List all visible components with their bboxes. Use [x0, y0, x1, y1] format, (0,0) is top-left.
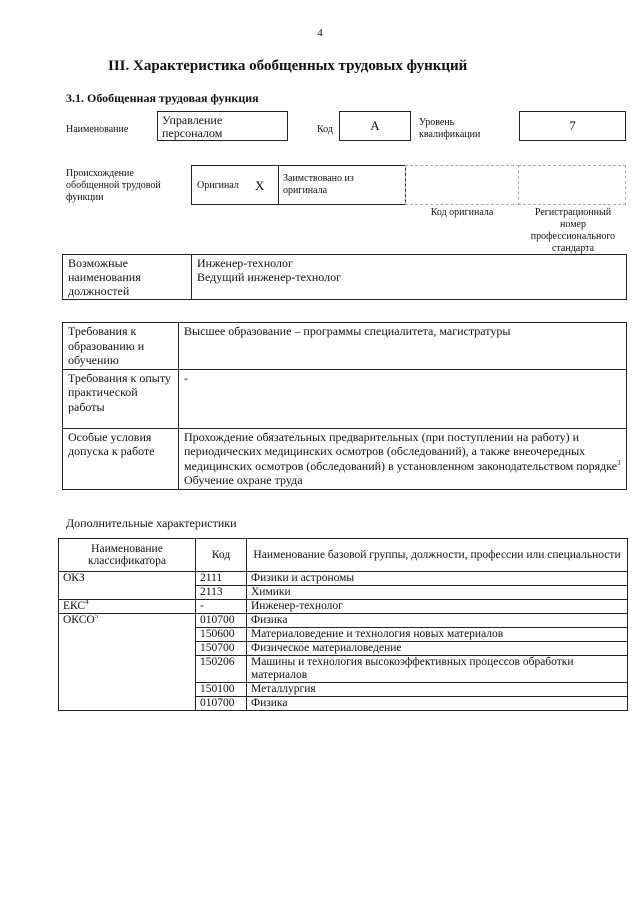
requirements-table	[62, 322, 627, 490]
col-header-code: Код	[196, 539, 247, 572]
title-cell: Материаловедение и технология новых материалов	[247, 628, 628, 642]
title-cell: Машины и технология высокоэффективных процессов обработки материалов	[247, 656, 628, 683]
original-mark: X	[255, 178, 265, 193]
requirement-value: -	[179, 369, 627, 428]
footnote-marker: 5	[94, 612, 99, 621]
code-cell: 150600	[196, 628, 247, 642]
title-cell: Металлургия	[247, 683, 628, 697]
code-label: Код	[317, 124, 333, 135]
classifier-name	[59, 572, 196, 600]
classifiers-header-row	[59, 539, 628, 572]
title-cell: Инженер-технолог	[247, 600, 628, 614]
code-cell: 010700	[196, 614, 247, 628]
name-value-box	[157, 111, 288, 141]
additional-title: Дополнительные характеристики	[66, 516, 237, 530]
original-box	[191, 165, 279, 205]
title-cell: Физическое материаловедение	[247, 642, 628, 656]
section-title: III. Характеристика обобщенных трудовых функций	[108, 58, 468, 74]
classifier-name	[59, 600, 196, 614]
code-cell: -	[196, 600, 247, 614]
requirement-row	[63, 323, 627, 370]
footnote-marker: 4	[85, 598, 89, 607]
classifier-name-text: ОКСО	[63, 614, 95, 626]
title-cell: Физики и астрономы	[247, 572, 628, 586]
requirement-label: Требования к опыту практической работы	[63, 369, 179, 428]
name-label: Наименование	[66, 124, 129, 135]
borrowed-box	[278, 165, 406, 205]
positions-table	[62, 254, 627, 300]
code-cell: 150206	[196, 656, 247, 683]
footnote-marker: 3	[617, 458, 621, 467]
classifiers-table	[58, 538, 628, 711]
subsection-title: 3.1. Обобщенная трудовая функция	[66, 91, 259, 105]
title-cell: Физика	[247, 614, 628, 628]
code-cell: 2113	[196, 586, 247, 600]
requirement-value: Прохождение обязательных предварительных (при поступлении на работу) и периодических медицинских осмотров (обследований), а также внеочередных медицинских осмотров (обследований) в установленном законодательством порядке	[184, 429, 618, 473]
requirement-label: Особые условия допуска к работе	[63, 428, 179, 489]
page-number: 4	[317, 27, 323, 39]
table-row	[59, 600, 628, 614]
borrowed-label: Заимствовано из оригинала	[283, 173, 354, 196]
origin-label: Происхождение обобщенной трудовой функции	[66, 168, 161, 203]
positions-values	[192, 255, 627, 300]
requirement-value: Высшее образование – программы специалитета, магистратуры	[179, 323, 627, 370]
position-item: Ведущий инженер-технолог	[197, 270, 341, 284]
code-original-box	[405, 165, 519, 205]
positions-row	[63, 255, 627, 300]
position-item: Инженер-технолог	[197, 256, 293, 270]
name-value: Управление персоналом	[162, 113, 223, 140]
title-cell: Физика	[247, 697, 628, 711]
col-header-classifier: Наименование классификатора	[59, 539, 196, 572]
code-cell: 010700	[196, 697, 247, 711]
code-cell: 150700	[196, 642, 247, 656]
reg-number-caption: Регистрационный номер профессионального стандарта	[530, 207, 616, 254]
original-label: Оригинал	[197, 180, 239, 191]
positions-label: Возможные наименования должностей	[63, 255, 192, 300]
level-label: Уровень квалификации	[419, 117, 481, 140]
requirement-value-2: Обучение охране труда	[184, 473, 303, 487]
level-value: 7	[519, 111, 626, 141]
table-row	[59, 614, 628, 628]
requirement-row	[63, 369, 627, 428]
requirement-value-cell	[179, 428, 627, 489]
classifier-name	[59, 614, 196, 711]
classifier-name-text: ОКЗ	[63, 572, 85, 584]
code-cell: 2111	[196, 572, 247, 586]
code-original-caption: Код оригинала	[430, 207, 494, 218]
reg-number-box	[518, 165, 626, 205]
classifier-name-text: ЕКС	[63, 600, 86, 612]
title-cell: Химики	[247, 586, 628, 600]
requirement-label: Требования к образованию и обучению	[63, 323, 179, 370]
requirement-row	[63, 428, 627, 489]
table-row	[59, 572, 628, 586]
col-header-name: Наименование базовой группы, должности, профессии или специальности	[247, 539, 628, 572]
code-value: А	[339, 111, 411, 141]
code-cell: 150100	[196, 683, 247, 697]
